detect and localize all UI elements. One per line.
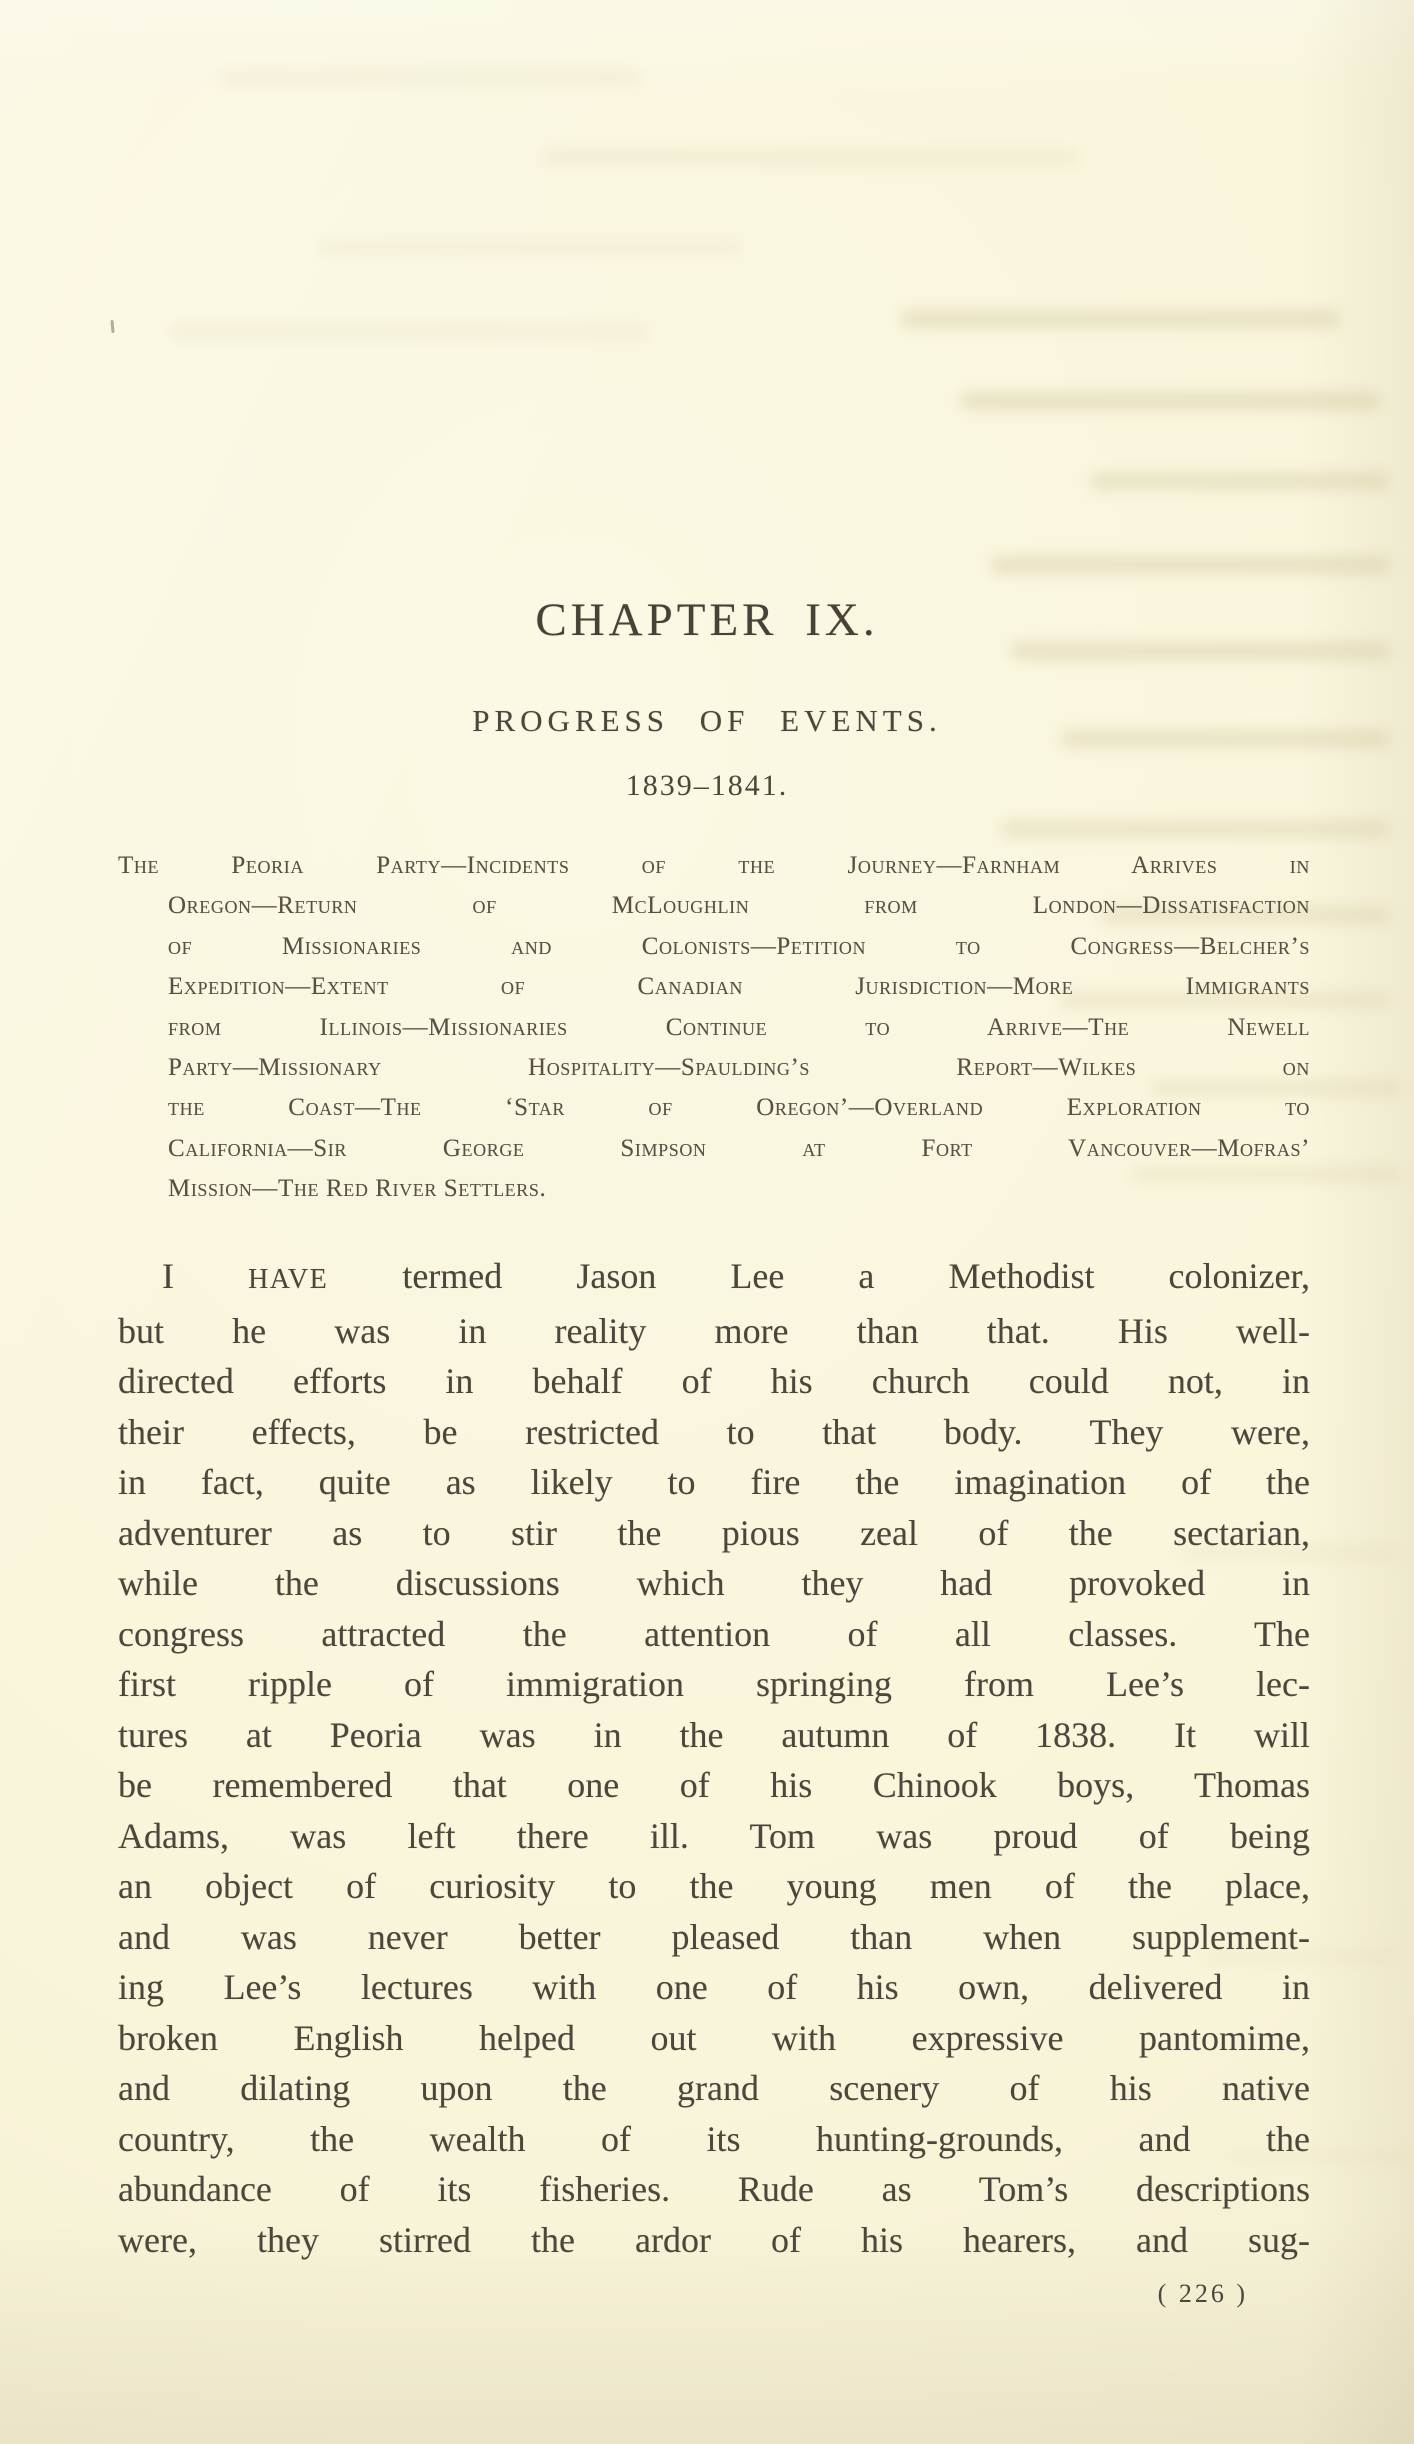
synopsis-line: The Peoria Party—Incidents of the Journey—Farnham Arrives in — [118, 852, 1310, 879]
bleedthrough-smudge — [220, 70, 640, 84]
body-line: be remembered that one of his Chinook boys, Thomas — [118, 1765, 1310, 1805]
section-title: PROGRESS OF EVENTS. — [472, 703, 942, 738]
synopsis-line: of Missionaries and Colonists—Petition to Congress—Belcher’s — [168, 932, 1310, 960]
body-line: country, the wealth of its hunting-grounds, and the — [118, 2118, 1310, 2159]
chapter-heading: CHAPTER IX. — [535, 594, 879, 646]
body-line: were, they stirred the ardor of his hearers, and sug- — [118, 2219, 1310, 2260]
bleedthrough-smudge — [900, 310, 1340, 328]
chapter-synopsis — [118, 846, 1310, 1210]
body-text — [118, 1251, 1310, 2265]
opening-rest: termed Jason Lee a Methodist colonizer, — [402, 1256, 1311, 1296]
body-line: their effects, be restricted to that body. They were, — [118, 1411, 1310, 1452]
body-line: abundance of its fisheries. Rude as Tom’s descriptions — [118, 2169, 1310, 2209]
synopsis-line: Expedition—Extent of Canadian Jurisdiction—More Immigrants — [168, 973, 1310, 1001]
body-line: and dilating upon the grand scenery of his native — [118, 2068, 1310, 2108]
synopsis-line: Mission—The Red River Settlers. — [168, 1175, 547, 1203]
body-line: in fact, quite as likely to fire the imagination of the — [118, 1462, 1310, 1502]
bleedthrough-smudge — [540, 150, 1080, 165]
synopsis-line: Party—Missionary Hospitality—Spaulding’s Report—Wilkes on — [168, 1054, 1310, 1082]
body-line: but he was in reality more than that. His well- — [118, 1310, 1310, 1351]
page-number: ( 226 ) — [1157, 2279, 1248, 2308]
bleedthrough-smudge — [990, 556, 1390, 574]
body-line: tures at Peoria was in the autumn of 1838. It will — [118, 1714, 1310, 1755]
opening-small-caps: HAVE — [248, 1264, 329, 1295]
body-line: ing Lee’s lectures with one of his own, delivered in — [118, 1967, 1310, 2007]
body-line: broken English helped out with expressive pantomime, — [118, 2017, 1310, 2058]
bleedthrough-smudge — [320, 240, 740, 254]
synopsis-line: Oregon—Return of McLoughlin from London—Dissatisfaction — [168, 892, 1310, 920]
synopsis-line: from Illinois—Missionaries Continue to Arrive—The Newell — [168, 1013, 1310, 1041]
bleedthrough-smudge — [1000, 820, 1390, 838]
body-line: directed efforts in behalf of his church could not, in — [118, 1361, 1310, 1401]
stray-ink-mark — [110, 320, 114, 333]
bleedthrough-smudge — [1090, 472, 1390, 490]
synopsis-line: the Coast—The ‘Star of Oregon’—Overland Exploration to — [168, 1094, 1310, 1122]
body-line — [118, 1251, 1310, 1306]
body-line: Adams, was left there ill. Tom was proud of being — [118, 1815, 1310, 1856]
body-line: first ripple of immigration springing from Lee’s lec- — [118, 1664, 1310, 1704]
bleedthrough-smudge — [960, 392, 1380, 410]
synopsis-line: California—Sir George Simpson at Fort Vancouver—Mofras’ — [168, 1134, 1310, 1162]
chapter-date-range: 1839–1841. — [625, 769, 789, 802]
opening-word: I — [162, 1256, 174, 1296]
bleedthrough-smudge — [170, 325, 650, 339]
body-line: an object of curiosity to the young men of the place, — [118, 1866, 1310, 1906]
body-line: congress attracted the attention of all classes. The — [118, 1613, 1310, 1654]
body-line: adventurer as to stir the pious zeal of the sectarian, — [118, 1512, 1310, 1553]
body-line: and was never better pleased than when supplement- — [118, 1916, 1310, 1957]
body-line: while the discussions which they had provoked in — [118, 1563, 1310, 1603]
